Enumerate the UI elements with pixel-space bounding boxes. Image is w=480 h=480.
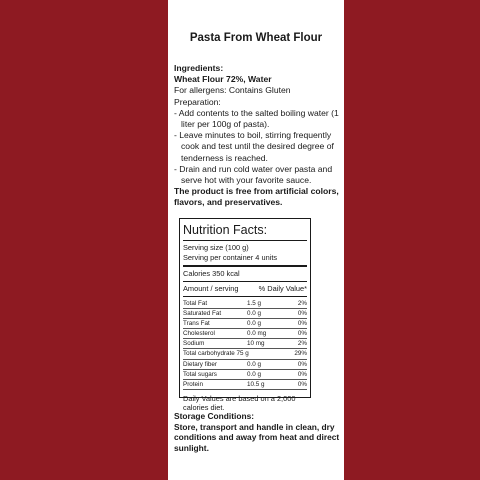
divider <box>183 240 307 241</box>
servings-per-container: Serving per container 4 units <box>183 253 278 262</box>
ingredients-section <box>174 63 340 209</box>
preparation-heading: Preparation: <box>174 96 221 107</box>
nutrient-name: Saturated Fat <box>183 310 222 318</box>
nutrition-row <box>183 299 307 309</box>
nutrient-dv: 2% <box>297 340 307 348</box>
storage-heading: Storage Conditions: <box>174 411 255 421</box>
daily-value-column-header: % Daily Value* <box>258 284 307 293</box>
nutrient-name: Sodium <box>183 340 205 348</box>
storage-section <box>174 411 340 453</box>
nutrient-amount: 0.0 mg <box>247 330 267 338</box>
divider <box>183 296 307 297</box>
nutrient-dv: 0% <box>297 320 307 328</box>
nutrient-amount: 10 mg <box>247 340 265 348</box>
nutrition-title: Nutrition Facts: <box>183 223 268 237</box>
nutrition-table-header <box>183 284 307 294</box>
nutrient-dv: 2% <box>297 300 307 307</box>
nutrient-amount: 1.5 g <box>247 300 262 307</box>
nutrition-row <box>183 329 307 339</box>
nutrient-name: Protein <box>183 380 203 388</box>
product-title: Pasta From Wheat Flour <box>189 32 323 44</box>
ingredients-heading: Ingredients: <box>174 63 224 73</box>
storage-text: Store, transport and handle in clean, dry conditions and away from heat and direct sunlight. <box>174 421 340 453</box>
nutrient-amount: 0.0 g <box>247 360 262 368</box>
nutrition-row <box>183 349 307 359</box>
nutrient-dv: 0% <box>297 310 307 318</box>
divider-thick <box>183 265 307 267</box>
nutrient-amount: 0.0 g <box>247 310 262 318</box>
nutrition-row <box>183 380 307 390</box>
amount-column-header: Amount / serving <box>183 284 239 293</box>
free-from-statement: The product is free from artificial colors, flavors, and preservatives. <box>174 186 339 208</box>
nutrient-dv: 0% <box>297 330 307 338</box>
allergens-text: For allergens: Contains Gluten <box>174 85 291 96</box>
nutrient-dv: 0% <box>297 360 307 368</box>
preparation-step-1: - Add contents to the salted boiling water (1 liter per 100g of pasta). <box>174 107 339 130</box>
daily-values-footnote: Daily Values are based on a 2,000 calories diet. <box>183 393 296 413</box>
nutrient-amount: 0.0 g <box>247 320 262 328</box>
nutrient-name: Total carbohydrate 75 g <box>183 350 249 358</box>
ingredients-list: Wheat Flour 72%, Water <box>174 74 272 85</box>
label-panel <box>168 0 344 480</box>
nutrition-facts-box <box>179 218 311 413</box>
nutrient-name: Total Fat <box>183 300 208 307</box>
nutrition-row <box>183 360 307 370</box>
divider <box>183 281 307 282</box>
nutrient-dv: 29% <box>294 350 307 358</box>
preparation-step-3: - Drain and run cold water over pasta and serve hot with your favorite sauce. <box>174 163 333 186</box>
nutrition-row <box>183 339 307 349</box>
nutrient-name: Trans Fat <box>183 320 210 328</box>
nutrient-name: Total sugars <box>183 370 217 378</box>
nutrition-row <box>183 319 307 329</box>
preparation-step-2: - Leave minutes to boil, stirring frequently cook and test until the desired degree of tenderness is reached. <box>174 130 334 163</box>
serving-size: Serving size (100 g) <box>183 243 249 252</box>
nutrient-amount: 0.0 g <box>247 370 262 378</box>
nutrition-row <box>183 370 307 380</box>
nutrient-name: Dietary fiber <box>183 360 217 368</box>
nutrient-dv: 0% <box>297 380 307 388</box>
calories: Calories 350 kcal <box>183 269 240 278</box>
nutrient-amount: 10.5 g <box>247 380 265 388</box>
nutrition-row <box>183 309 307 319</box>
nutrient-name: Cholesterol <box>183 330 215 338</box>
nutrient-dv: 0% <box>297 370 307 378</box>
